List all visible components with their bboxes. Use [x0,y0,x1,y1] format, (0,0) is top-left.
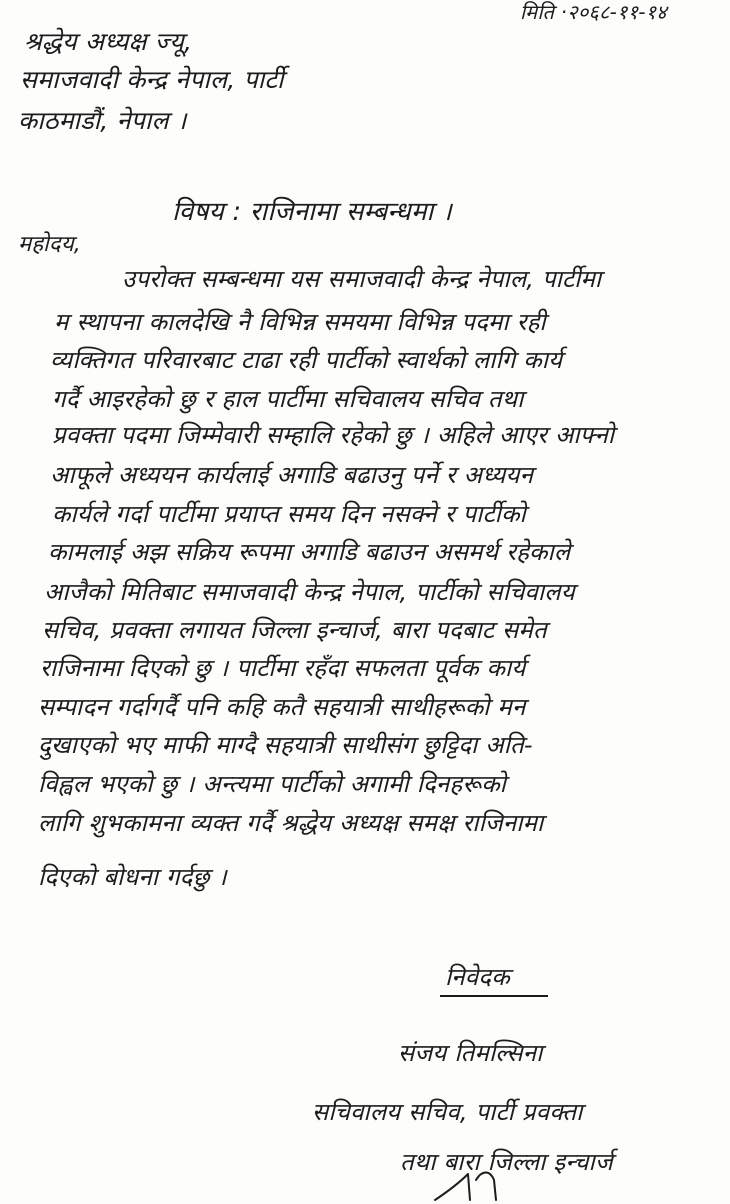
body-line: सचिव, प्रवक्ता लगायत जिल्ला इन्चार्ज, बारा पदबाट समेत [42,616,547,644]
body-line: उपरोक्त सम्बन्धमा यस समाजवादी केन्द्र नेपाल, पार्टीमा [122,265,602,293]
addressee-line: श्रद्धेय अध्यक्ष ज्यू, [24,27,193,56]
signer-position-continued: तथा बारा जिल्ला इन्चार्ज [400,1148,613,1176]
body-line: प्रवक्ता पदमा जिम्मेवारी सम्हालि रहेको छु । अहिले आएर आफ्नो [52,421,615,449]
body-line: म स्थापना कालदेखि नै विभिन्न समयमा विभिन्न पदमा रही [54,308,546,336]
subject-line: विषय : राजिनामा सम्बन्धमा । [172,197,452,227]
closing-title: निवेदक [445,963,510,991]
signer-name: संजय तिमल्सिना [398,1039,543,1067]
body-line: गर्दै आइरहेको छु र हाल पार्टीमा सचिवालय सचिव तथा [52,385,524,413]
signer-position: सचिवालय सचिव, पार्टी प्रवक्ता [312,1098,583,1126]
addressee-city: काठमाडौं, नेपाल । [18,106,187,135]
date-line: मिति ·२०६८-११-१४ [520,0,667,24]
salutation: महोदय, [18,232,81,257]
body-line: व्यक्तिगत परिवारबाट टाढा रही पार्टीको स्वार्थको लागि कार्य [50,346,563,374]
closing-underline [440,995,548,997]
body-line: कामलाई अझ सक्रिय रूपमा अगाडि बढाउन असमर्थ रहेकाले [48,538,571,566]
body-line: आजैको मितिबाट समाजवादी केन्द्र नेपाल, पार्टीको सचिवालय [44,578,575,606]
body-line: दिएको बोधना गर्दछु । [38,863,227,891]
body-line: सम्पादन गर्दागर्दै पनि कहि कतै सहयात्री साथीहरूको मन [38,693,526,721]
signature-mark [430,1160,520,1204]
body-line: विह्वल भएको छु । अन्त्यमा पार्टीको अगामी दिनहरूको [38,770,507,798]
body-line: आफूले अध्ययन कार्यलाई अगाडि बढाउनु पर्ने र अध्ययन [50,461,534,489]
body-line: लागि शुभकामना व्यक्त गर्दै श्रद्धेय अध्यक्ष समक्ष राजिनामा [38,809,544,837]
body-line: दुखाएको भए माफी माग्दै सहयात्री साथीसंग छुट्टिदा अति- [38,731,533,759]
body-line: कार्यले गर्दा पार्टीमा प्रयाप्त समय दिन नसक्ने र पार्टीको [52,500,526,528]
body-line: राजिनामा दिएको छु । पार्टीमा रहँदा सफलता पूर्वक कार्य [40,654,526,682]
addressee-organization: समाजवादी केन्द्र नेपाल, पार्टी [20,65,284,94]
